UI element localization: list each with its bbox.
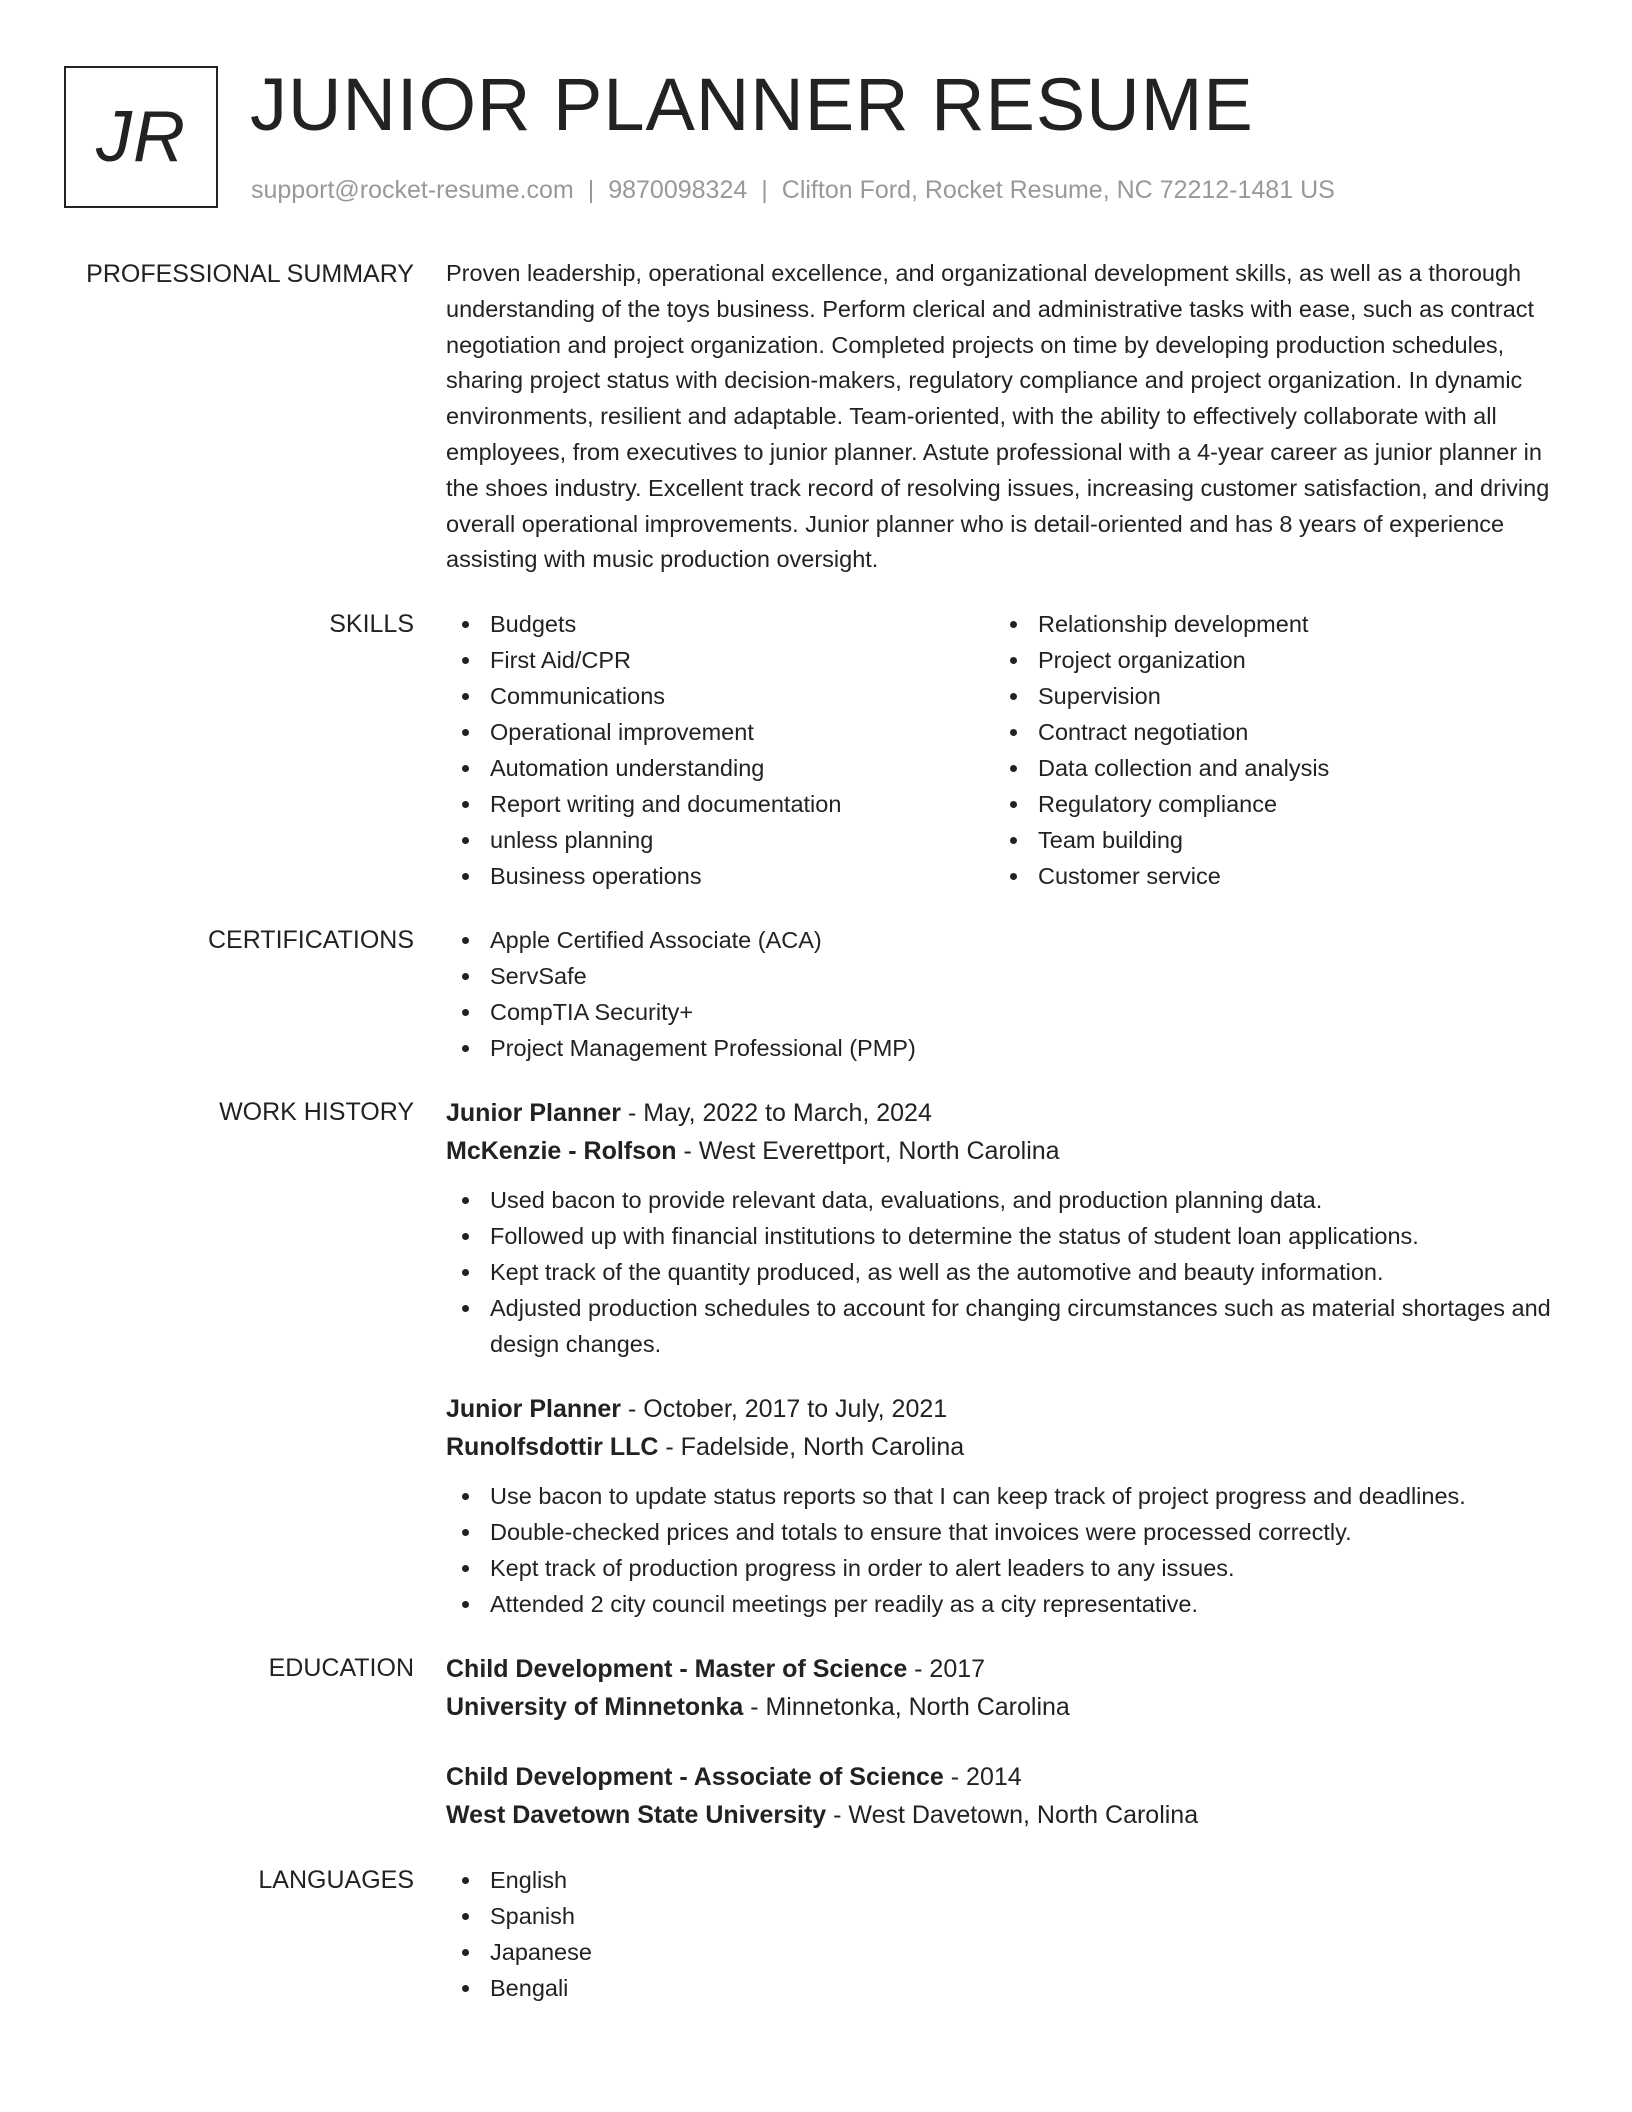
job-duty: Double-checked prices and totals to ensure that invoices were processed correctly. (446, 1514, 1566, 1550)
job-duty: Use bacon to update status reports so that I can keep track of project progress and deadlines. (446, 1478, 1566, 1514)
skills-grid (446, 606, 1566, 894)
job-location: - Fadelside, North Carolina (658, 1433, 965, 1462)
section-label-certifications: CERTIFICATIONS (207, 926, 414, 955)
section-label-languages: LANGUAGES (258, 1866, 414, 1895)
job-dates: - May, 2022 to March, 2024 (621, 1099, 932, 1128)
job-entry (446, 1094, 1566, 1362)
education-degree: Child Development - Master of Science (446, 1655, 908, 1684)
education-year: - 2017 (907, 1655, 986, 1684)
job-duties-list (446, 1182, 1566, 1362)
certifications-list (446, 922, 1566, 1066)
skill-item: Business operations (446, 858, 994, 894)
contact-phone[interactable]: 9870098324 (608, 176, 748, 204)
job-company-line (446, 1428, 1566, 1466)
job-duties-list (446, 1478, 1566, 1622)
job-duty: Followed up with financial institutions to determine the status of student loan applications. (446, 1218, 1566, 1254)
language-item: Spanish (446, 1898, 1566, 1934)
job-company: McKenzie - Rolfson (446, 1137, 677, 1166)
job-duty: Used bacon to provide relevant data, evaluations, and production planning data. (446, 1182, 1566, 1218)
job-duty: Kept track of production progress in order to alert leaders to any issues. (446, 1550, 1566, 1586)
job-dates: - October, 2017 to July, 2021 (621, 1395, 948, 1424)
education-school: West Davetown State University (446, 1801, 827, 1830)
certification-item: Project Management Professional (PMP) (446, 1030, 1566, 1066)
skill-item: unless planning (446, 822, 994, 858)
section-summary (0, 256, 1632, 578)
contact-email[interactable]: support@rocket-resume.com (251, 176, 574, 204)
skill-item: Regulatory compliance (994, 786, 1542, 822)
contact-address: Clifton Ford, Rocket Resume, NC 72212-1481 US (781, 176, 1335, 204)
skills-list-right (994, 606, 1542, 894)
education-degree-line (446, 1650, 1566, 1688)
section-languages (0, 1862, 1632, 2006)
skill-item: First Aid/CPR (446, 642, 994, 678)
education-school: University of Minnetonka (446, 1693, 744, 1722)
skill-item: Customer service (994, 858, 1542, 894)
education-entry (446, 1758, 1566, 1834)
resume-content (0, 256, 1632, 2034)
education-school-line (446, 1688, 1566, 1726)
skill-item: Team building (994, 822, 1542, 858)
skill-item: Communications (446, 678, 994, 714)
certification-item: CompTIA Security+ (446, 994, 1566, 1030)
education-year: - 2014 (943, 1763, 1022, 1792)
education-location: - West Davetown, North Carolina (826, 1801, 1199, 1830)
job-duty: Kept track of the quantity produced, as well as the automotive and beauty information. (446, 1254, 1566, 1290)
job-entry (446, 1390, 1566, 1622)
job-company: Runolfsdottir LLC (446, 1433, 659, 1462)
job-duty: Attended 2 city council meetings per readily as a city representative. (446, 1586, 1566, 1622)
section-label-summary: PROFESSIONAL SUMMARY (86, 260, 414, 288)
certification-item: Apple Certified Associate (ACA) (446, 922, 1566, 958)
skill-item: Contract negotiation (994, 714, 1542, 750)
skills-list-left (446, 606, 994, 894)
language-item: Japanese (446, 1934, 1566, 1970)
resume-header (64, 63, 1584, 216)
section-label-education: EDUCATION (268, 1654, 414, 1683)
language-item: English (446, 1862, 1566, 1898)
summary-text: Proven leadership, operational excellence, and organizational development skills, as well as a thorough understanding of the toys business. Perform clerical and administrative tasks with ease, such as contract negotiation and project organization. Completed projects on time by developing production schedules, sharing project status with decision-makers, regulatory compliance and project organization. In dynamic environments, resilient and adaptable. Team-oriented, with the ability to effectively collaborate with all employees, from executives to junior planner. Astute professional with a 4-year career as junior planner in the shoes industry. Excellent track record of resolving issues, increasing customer satisfaction, and driving overall operational improvements. Junior planner who is detail-oriented and has 8 years of experience assisting with music production oversight. (446, 260, 1550, 573)
monogram-box (64, 66, 218, 208)
education-location: - Minnetonka, North Carolina (743, 1693, 1070, 1722)
section-education (0, 1650, 1632, 1834)
resume-title: JUNIOR PLANNER RESUME (250, 63, 1254, 146)
skill-item: Data collection and analysis (994, 750, 1542, 786)
section-skills (0, 606, 1632, 894)
education-entry (446, 1650, 1566, 1726)
job-company-line (446, 1132, 1566, 1170)
language-item: Bengali (446, 1970, 1566, 2006)
job-title-line (446, 1094, 1566, 1132)
job-title: Junior Planner (446, 1395, 622, 1424)
education-degree-line (446, 1758, 1566, 1796)
education-degree: Child Development - Associate of Science (446, 1763, 944, 1792)
section-work-history (0, 1094, 1632, 1622)
skill-item: Relationship development (994, 606, 1542, 642)
job-location: - West Everettport, North Carolina (676, 1137, 1060, 1166)
job-title-line (446, 1390, 1566, 1428)
contact-separator: | (587, 176, 595, 204)
skill-item: Report writing and documentation (446, 786, 994, 822)
certification-item: ServSafe (446, 958, 1566, 994)
skill-item: Project organization (994, 642, 1542, 678)
section-label-skills: SKILLS (329, 610, 414, 639)
contact-line (251, 176, 1335, 205)
skill-item: Operational improvement (446, 714, 994, 750)
job-title: Junior Planner (446, 1099, 622, 1128)
monogram-initials: JR (96, 97, 186, 177)
languages-list (446, 1862, 1566, 2006)
section-certifications (0, 922, 1632, 1066)
skill-item: Supervision (994, 678, 1542, 714)
education-school-line (446, 1796, 1566, 1834)
contact-separator: | (761, 176, 768, 204)
skill-item: Automation understanding (446, 750, 994, 786)
job-duty: Adjusted production schedules to account for changing circumstances such as material shortages and design changes. (446, 1290, 1566, 1362)
skill-item: Budgets (446, 606, 994, 642)
section-label-work-history: WORK HISTORY (219, 1098, 414, 1127)
